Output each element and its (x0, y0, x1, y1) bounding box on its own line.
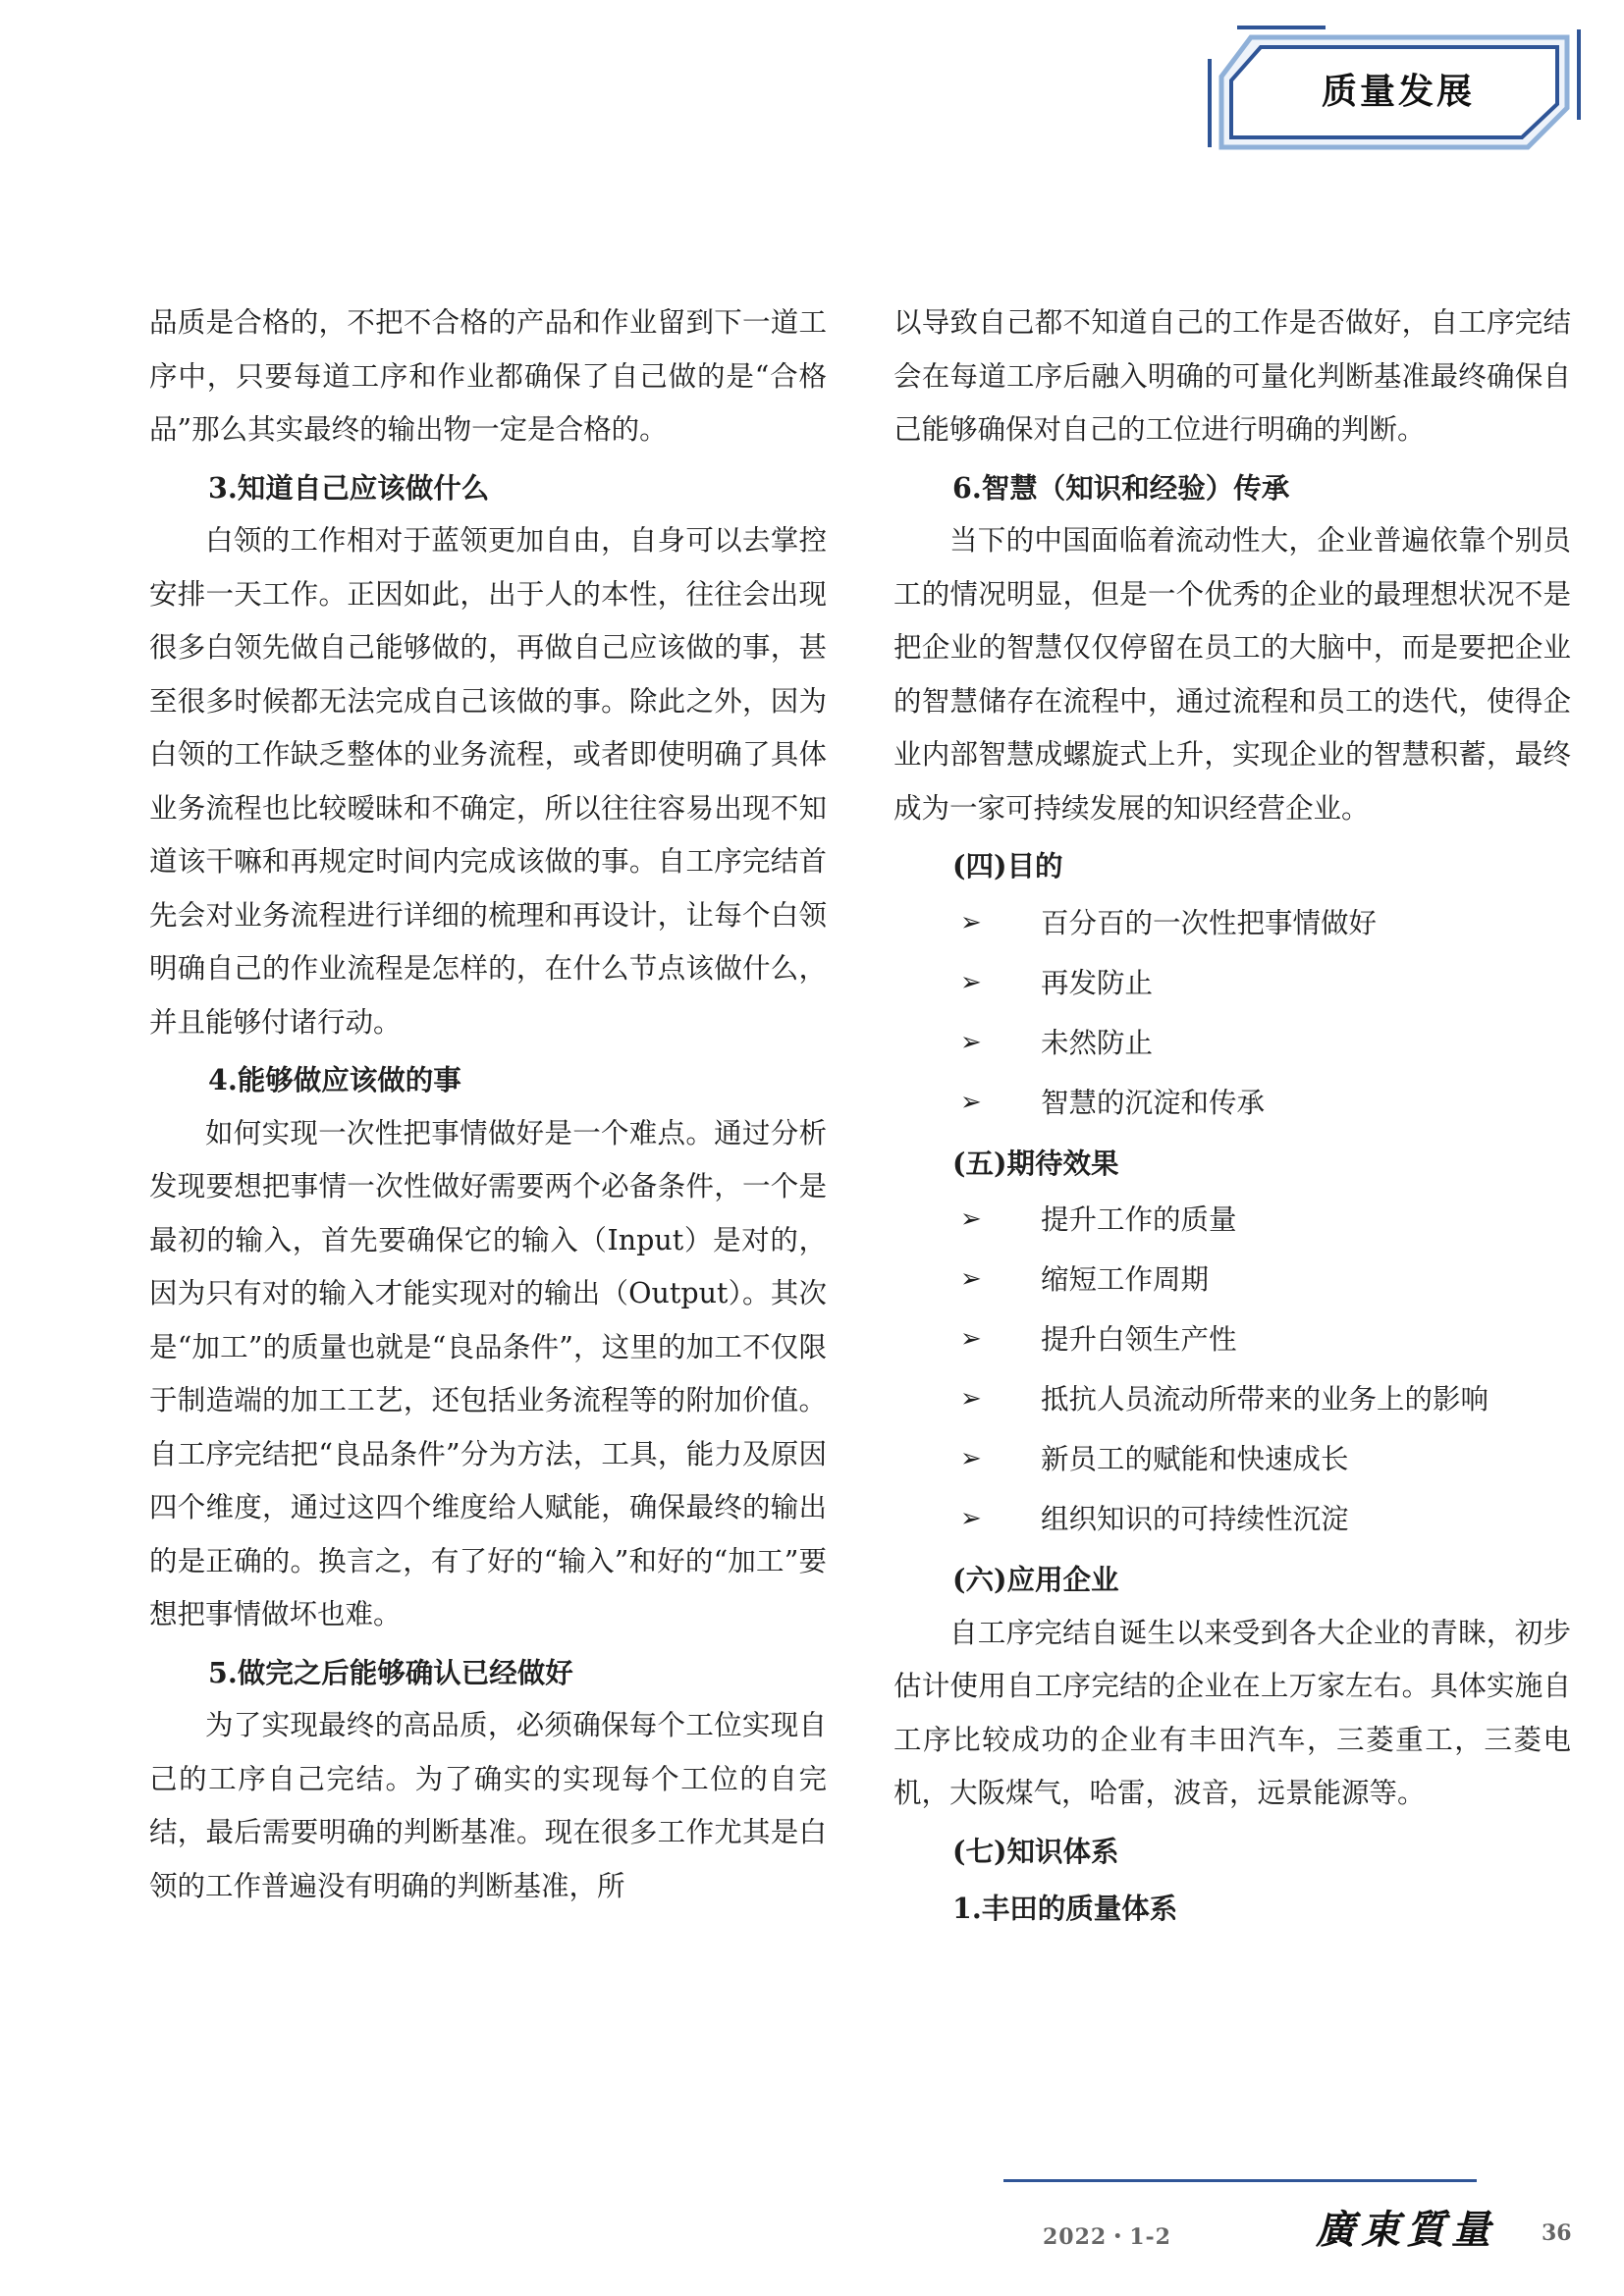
section-label: 质量发展 (1321, 71, 1475, 112)
list-item (893, 1489, 1571, 1549)
section-heading: (五)期待效果 (952, 1146, 1119, 1180)
arrow-bullet-icon: ➢ (960, 967, 982, 997)
list-item-text: 智慧的沉淀和传承 (1041, 1086, 1266, 1119)
list-item-text: 百分百的一次性把事情做好 (1041, 906, 1378, 939)
arrow-bullet-icon: ➢ (960, 907, 982, 937)
arrow-bullet-icon: ➢ (960, 1204, 982, 1234)
list-item (893, 1369, 1571, 1429)
subheading: 6.智慧（知识和经验）传承 (952, 470, 1290, 505)
list-item-text: 未然防止 (1041, 1026, 1154, 1059)
effects-list (893, 1190, 1571, 1549)
list-item-text: 缩短工作周期 (1041, 1263, 1210, 1296)
paragraph: 如何实现一次性把事情做好是一个难点。通过分析发现要想把事情一次性做好需要两个必备条件，一个是最初的输入，首先要确保它的输入（Input）是对的，因为只有对的输入才能实现对的输出（Output）。其次是“加工”的质量也就是“良品条件”，这里的加工不仅限于制造端的加工工艺，还包括业务流程等的附加价值。自工序完结把“良品条件”分为方法，工具，能力及原因四个维度，通过这四个维度给人赋能，确保最终的输出的是正确的。换言之，有了好的“输入”和好的“加工”要想把事情做坏也难。 (149, 1116, 827, 1630)
list-item (893, 953, 1571, 1013)
subheading: 4.能够做应该做的事 (208, 1063, 461, 1096)
subheading: 5.做完之后能够确认已经做好 (208, 1655, 573, 1689)
list-item-text: 抵抗人员流动所带来的业务上的影响 (1041, 1383, 1489, 1415)
list-item-text: 再发防止 (1041, 966, 1154, 999)
section-badge (1208, 26, 1581, 151)
goals-list (893, 893, 1571, 1133)
list-item (893, 893, 1571, 953)
section-heading: (七)知识体系 (952, 1834, 1119, 1868)
arrow-bullet-icon: ➢ (960, 1264, 982, 1294)
arrow-bullet-icon: ➢ (960, 1324, 982, 1354)
left-column (149, 296, 827, 1913)
paragraph: 为了实现最终的高品质，必须确保每个工位实现自己的工序自己完结。为了确实的实现每个工位的自完结，最后需要明确的判断基准。现在很多工作尤其是白领的工作普遍没有明确的判断基准，所 (149, 1709, 827, 1902)
paragraph: 品质是合格的，不把不合格的产品和作业留到下一道工序中，只要每道工序和作业都确保了自己做的是“合格品”那么其实最终的输出物一定是合格的。 (149, 306, 827, 446)
arrow-bullet-icon: ➢ (960, 1384, 982, 1414)
list-item (893, 1013, 1571, 1073)
arrow-bullet-icon: ➢ (960, 1087, 982, 1117)
section-heading: (四)目的 (952, 849, 1063, 882)
paragraph: 当下的中国面临着流动性大，企业普遍依靠个别员工的情况明显，但是一个优秀的企业的最理想状况不是把企业的智慧仅仅停留在员工的大脑中，而是要把企业的智慧储存在流程中，通过流程和员工的迭代，使得企业内部智慧成螺旋式上升，实现企业的智慧积蓄，最终成为一家可持续发展的知识经营企业。 (893, 524, 1571, 825)
arrow-bullet-icon: ➢ (960, 1027, 982, 1057)
list-item (893, 1250, 1571, 1309)
list-item-text: 组织知识的可持续性沉淀 (1041, 1503, 1349, 1535)
section-heading: (六)应用企业 (952, 1563, 1119, 1596)
list-item (893, 1190, 1571, 1250)
issue-date: 2022・1-2 (1043, 2224, 1171, 2250)
list-item (893, 1309, 1571, 1369)
list-item-text: 提升白领生产性 (1041, 1323, 1237, 1356)
page-number: 36 (1542, 2220, 1572, 2246)
paragraph: 以导致自己都不知道自己的工作是否做好，自工序完结会在每道工序后融入明确的可量化判断基准最终确保自己能够确保对自己的工位进行明确的判断。 (893, 306, 1571, 446)
footer-divider (1003, 2179, 1477, 2182)
arrow-bullet-icon: ➢ (960, 1444, 982, 1473)
paragraph: 自工序完结自诞生以来受到各大企业的青睐，初步估计使用自工序完结的企业在上万家左右。具体实施自工序比较成功的企业有丰田汽车，三菱重工，三菱电机，大阪煤气，哈雷，波音，远景能源等。 (893, 1616, 1571, 1809)
list-item-text: 新员工的赋能和快速成长 (1041, 1443, 1349, 1475)
subheading: 1.丰田的质量体系 (952, 1892, 1178, 1925)
paragraph: 白领的工作相对于蓝领更加自由，自身可以去掌控安排一天工作。正因如此，出于人的本性，往往会出现很多白领先做自己能够做的，再做自己应该做的事，甚至很多时候都无法完成自己该做的事。除此之外，因为白领的工作缺乏整体的业务流程，或者即使明确了具体业务流程也比较暧昧和不确定，所以往往容易出现不知道该干嘛和再规定时间内完成该做的事。自工序完结首先会对业务流程进行详细的梳理和再设计，让每个白领明确自己的作业流程是怎样的，在什么节点该做什么，并且能够付诸行动。 (149, 524, 827, 1039)
magazine-logo: 廣東質量 (1316, 2207, 1496, 2253)
subheading: 3.知道自己应该做什么 (208, 470, 490, 505)
list-item (893, 1073, 1571, 1133)
arrow-bullet-icon: ➢ (960, 1504, 982, 1533)
list-item-text: 提升工作的质量 (1041, 1203, 1237, 1236)
right-column (893, 296, 1571, 1936)
list-item (893, 1429, 1571, 1489)
